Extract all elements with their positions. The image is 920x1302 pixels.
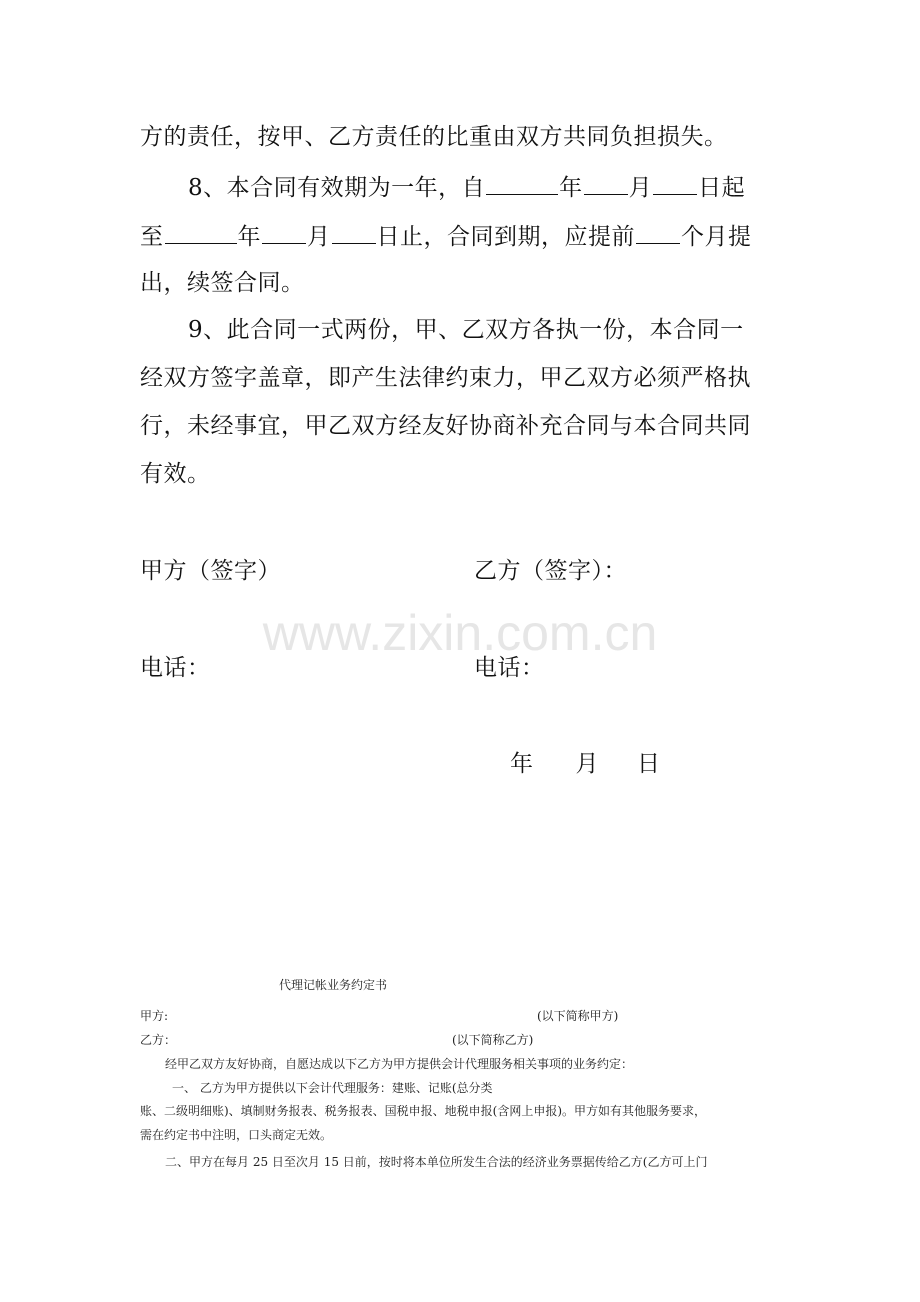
blank-end-year [165, 221, 237, 244]
agreement-party-a-label: 甲方: [140, 1009, 169, 1023]
agreement-party-b-note: (以下简称乙方) [452, 1033, 534, 1047]
date-year-label: 年 [510, 751, 534, 777]
party-a-phone-label: 电话： [140, 655, 211, 681]
blank-start-month [584, 172, 628, 195]
clause-8-line-3: 出，续签合同。 [140, 270, 305, 296]
date-day-label: 日 [637, 751, 661, 777]
contract-line-liability: 方的责任，按甲、乙方责任的比重由双方共同负担损失。 [140, 124, 728, 150]
clause-8-line-1 [188, 172, 745, 202]
blank-start-year [486, 172, 558, 195]
blank-start-day [653, 172, 697, 195]
party-a-signature-label: 甲方（签字） [140, 558, 281, 584]
party-b-signature-label: 乙方（签字）： [474, 558, 627, 584]
agreement-party-a-note: (以下简称甲方) [537, 1009, 619, 1023]
clause-9-line-4: 有效。 [140, 461, 211, 487]
clause-8-year2-label: 年 [237, 224, 261, 250]
clause-9-line-1: 9、此合同一式两份，甲、乙双方各执一份，本合同一 [188, 317, 744, 343]
clause-8-day-end-label: 日止，合同到期，应提前 [376, 224, 635, 250]
clause-9-line-2: 经双方签字盖章，即产生法律约束力，甲乙双方必须严格执 [140, 365, 751, 391]
blank-end-day [332, 221, 376, 244]
agreement-item-1-line-3: 需在约定书中注明，口头商定无效。 [140, 1128, 333, 1142]
clause-8-to-label: 至 [140, 224, 164, 250]
clause-8-intro: 8、本合同有效期为一年，自 [188, 175, 486, 201]
date-month-label: 月 [575, 751, 599, 777]
agreement-item-2-line-1: 二、甲方在每月 25 日至次月 15 日前，按时将本单位所发生合法的经济业务票据传给乙方(乙方可上门 [165, 1155, 708, 1169]
agreement-party-b-label: 乙方： [140, 1033, 177, 1047]
clause-8-day-start-label: 日起 [698, 175, 746, 201]
agreement-item-1-line-2: 账、二级明细账)、填制财务报表、税务报表、国税申报、地税申报(含网上申报)。甲方如有其他服务要求， [140, 1104, 707, 1118]
agreement-intro: 经甲乙双方友好协商，自愿达成以下乙方为甲方提供会计代理服务相关事项的业务约定： [165, 1057, 634, 1071]
clause-9-line-3: 行，未经事宜，甲乙双方经友好协商补充合同与本合同共同 [140, 413, 751, 439]
blank-end-month [262, 221, 306, 244]
watermark-text: www.zixin.com.cn [262, 605, 658, 661]
party-b-phone-label: 电话： [474, 655, 545, 681]
clause-8-months-before-label: 个月提 [681, 224, 752, 250]
agreement-title: 代理记帐业务约定书 [279, 978, 388, 992]
blank-months-before [636, 221, 680, 244]
clause-8-year-label: 年 [559, 175, 583, 201]
signing-date [510, 750, 661, 778]
clause-8-month2-label: 月 [307, 224, 331, 250]
clause-8-month-label: 月 [628, 175, 653, 201]
clause-8-line-2 [140, 221, 752, 251]
agreement-item-1-line-1: 一、 乙方为甲方提供以下会计代理服务：建账、记账(总分类 [172, 1081, 493, 1095]
